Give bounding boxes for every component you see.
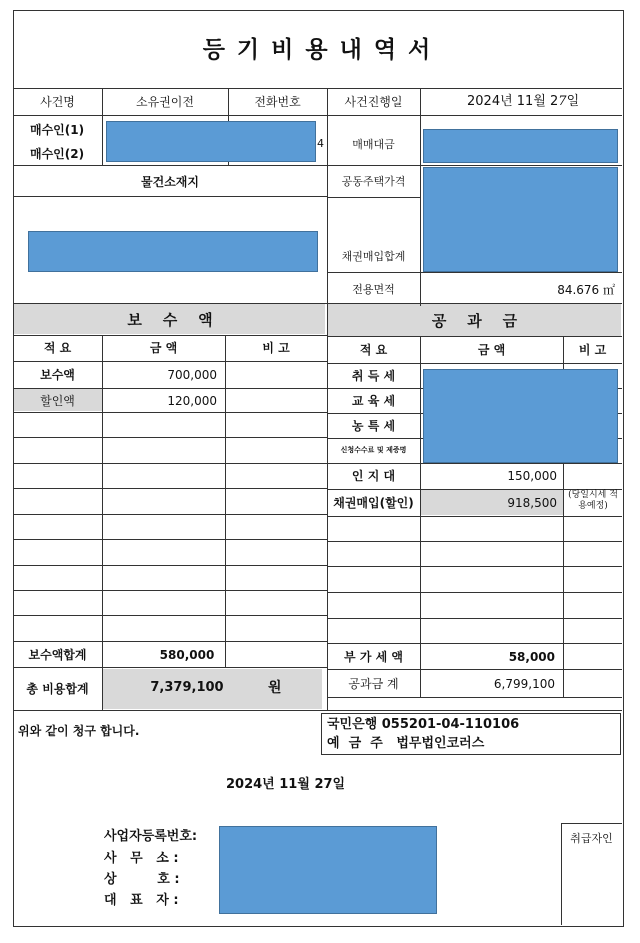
progress-date-value: 2024년 11월 27일	[467, 94, 580, 109]
sale-price-label: 매매대금	[352, 138, 395, 151]
bond-total-label: 채권매입합계	[341, 250, 406, 263]
tax-row-amount: 150,000	[507, 469, 557, 483]
phone-tail: 4	[317, 137, 324, 150]
area-label: 전용면적	[352, 283, 395, 296]
fee-row-amount: 700,000	[167, 368, 217, 382]
tax-row-item: 농 특 세	[351, 419, 396, 433]
handwritten-day-digit: 7	[558, 94, 567, 109]
case-name-label: 사건명	[40, 95, 75, 109]
grand-total-unit: 원	[268, 680, 282, 696]
tax-row-item: 교 육 세	[351, 394, 396, 408]
redacted-business-info	[219, 826, 437, 914]
tax-row-amount: 918,500	[507, 496, 557, 510]
fee-row-amount: 120,000	[167, 394, 217, 408]
vat-value: 58,000	[508, 650, 555, 664]
tax-col-note: 비 고	[578, 343, 607, 357]
biz-reg-label: 사업자등록번호:	[104, 829, 198, 844]
redacted-tax-amounts	[423, 369, 618, 463]
tax-row-item: 채권매입(할인)	[333, 496, 414, 510]
fee-col-note: 비 고	[262, 341, 290, 355]
document-title: 등 기 비 용 내 역 서	[202, 37, 433, 63]
fee-row-item: 보수액	[40, 368, 75, 382]
tax-row-item: 인 지 대	[351, 469, 396, 483]
vat-label: 부 가 세 액	[344, 650, 403, 664]
tax-row-item: 신청수수료 및 제증명	[340, 446, 407, 454]
fee-total-label: 보수액합계	[28, 648, 87, 662]
fee-section-title: 보 수 액	[127, 311, 213, 329]
tax-total-value: 6,799,100	[493, 677, 555, 691]
claim-text: 위와 같이 청구 합니다.	[18, 724, 140, 738]
handler-seal-label: 취급자인	[570, 832, 613, 845]
fee-col-amount: 금 액	[149, 341, 178, 355]
redacted-property-address	[28, 231, 318, 272]
fee-row-item: 할인액	[40, 394, 75, 408]
tax-col-amount: 금 액	[477, 343, 506, 357]
phone-label: 전화번호	[254, 95, 301, 109]
bank-line: 국민은행 055201-04-110106	[327, 717, 520, 732]
buyer2-label: 매수인(2)	[30, 147, 85, 161]
tax-col-item: 적 요	[359, 343, 388, 357]
tax-row-note: (당일시세 적용예정)	[568, 490, 618, 511]
grand-total-value: 7,379,100	[150, 680, 224, 695]
rep-label: 대 표 자 :	[104, 893, 179, 908]
case-name-value: 소유권이전	[136, 95, 194, 109]
redacted-buyer-names	[106, 121, 316, 162]
redacted-apartment-price	[423, 167, 618, 272]
depositor-line: 예 금 주 법무법인코러스	[327, 736, 485, 751]
tax-section-title: 공 과 금	[431, 312, 518, 330]
buyer1-label: 매수인(1)	[30, 123, 85, 137]
redacted-sale-price	[423, 129, 618, 163]
company-label: 상 호 :	[104, 872, 180, 887]
area-value: 84.676 ㎡	[557, 283, 615, 297]
progress-date-label: 사건진행일	[344, 95, 403, 109]
tax-row-item: 취 득 세	[351, 369, 396, 383]
property-location-label: 물건소재지	[141, 175, 199, 189]
fee-total-value: 580,000	[159, 648, 215, 662]
issue-date: 2024년 11월 27일	[226, 777, 346, 792]
grand-total-label: 총 비용합계	[26, 682, 89, 696]
apartment-price-label: 공동주택가격	[341, 175, 406, 188]
tax-total-label: 공과금 계	[348, 677, 399, 691]
fee-col-item: 적 요	[43, 341, 72, 355]
office-label: 사 무 소 :	[104, 851, 179, 866]
